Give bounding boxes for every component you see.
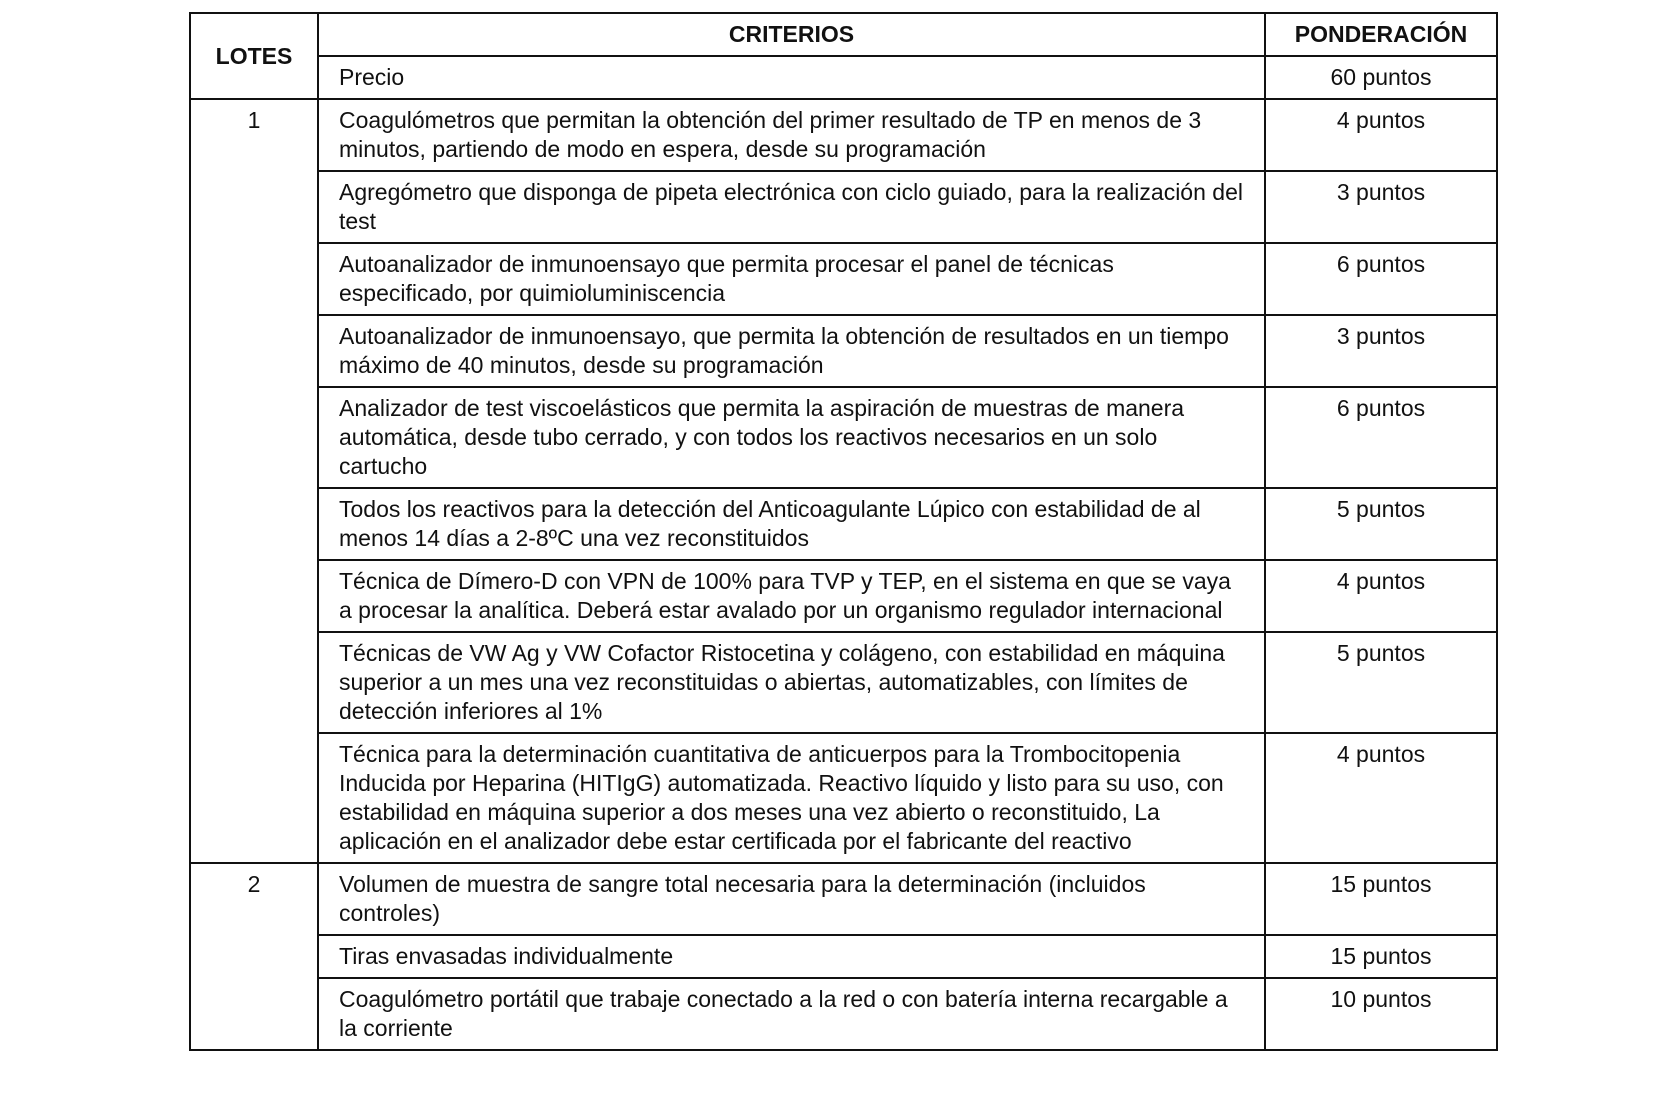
criterio-cell: Precio: [318, 56, 1265, 99]
ponderacion-cell: 15 puntos: [1265, 935, 1497, 978]
lote-cell-1: 1: [190, 99, 318, 863]
criteria-table: [189, 12, 1498, 1051]
table-row: [190, 632, 1497, 733]
ponderacion-cell: 6 puntos: [1265, 243, 1497, 315]
table-row-precio: [190, 56, 1497, 99]
ponderacion-cell: 4 puntos: [1265, 99, 1497, 171]
lote-cell-2: 2: [190, 863, 318, 1050]
criterio-cell: Tiras envasadas individualmente: [318, 935, 1265, 978]
criterio-cell: Autoanalizador de inmunoensayo, que permita la obtención de resultados en un tiempo máximo de 40 minutos, desde su programación: [318, 315, 1265, 387]
ponderacion-cell: 60 puntos: [1265, 56, 1497, 99]
criterio-cell: Coagulómetros que permitan la obtención del primer resultado de TP en menos de 3 minutos, partiendo de modo en espera, desde su programación: [318, 99, 1265, 171]
criterio-cell: Volumen de muestra de sangre total necesaria para la determinación (incluidos controles): [318, 863, 1265, 935]
table-row: [190, 315, 1497, 387]
ponderacion-cell: 3 puntos: [1265, 171, 1497, 243]
ponderacion-cell: 15 puntos: [1265, 863, 1497, 935]
table-row: [190, 171, 1497, 243]
criterios-header: CRITERIOS: [318, 13, 1265, 56]
table-row: [190, 863, 1497, 935]
ponderacion-cell: 10 puntos: [1265, 978, 1497, 1050]
criterio-cell: Técnica de Dímero-D con VPN de 100% para TVP y TEP, en el sistema en que se vaya a procesar la analítica. Deberá estar avalado por un organismo regulador internacional: [318, 560, 1265, 632]
ponderacion-cell: 4 puntos: [1265, 733, 1497, 863]
table-row: [190, 99, 1497, 171]
criteria-table-container: [189, 12, 1496, 1051]
criterio-cell: Autoanalizador de inmunoensayo que permita procesar el panel de técnicas especificado, por quimioluminiscencia: [318, 243, 1265, 315]
ponderacion-cell: 5 puntos: [1265, 488, 1497, 560]
table-row: [190, 243, 1497, 315]
criterio-cell: Coagulómetro portátil que trabaje conectado a la red o con batería interna recargable a la corriente: [318, 978, 1265, 1050]
lotes-header: LOTES: [190, 13, 318, 99]
ponderacion-cell: 3 puntos: [1265, 315, 1497, 387]
ponderacion-header: PONDERACIÓN: [1265, 13, 1497, 56]
criterio-cell: Analizador de test viscoelásticos que permita la aspiración de muestras de manera automática, desde tubo cerrado, y con todos los reactivos necesarios en un solo cartucho: [318, 387, 1265, 488]
table-row: [190, 488, 1497, 560]
ponderacion-cell: 6 puntos: [1265, 387, 1497, 488]
header-row: [190, 13, 1497, 56]
table-row: [190, 935, 1497, 978]
criterio-cell: Agregómetro que disponga de pipeta electrónica con ciclo guiado, para la realización del test: [318, 171, 1265, 243]
table-row: [190, 733, 1497, 863]
criterio-cell: Técnicas de VW Ag y VW Cofactor Ristocetina y colágeno, con estabilidad en máquina superior a un mes una vez reconstituidas o abiertas, automatizables, con límites de detección inferiores al 1%: [318, 632, 1265, 733]
criterio-cell: Todos los reactivos para la detección del Anticoagulante Lúpico con estabilidad de al menos 14 días a 2-8ºC una vez reconstituidos: [318, 488, 1265, 560]
table-row: [190, 978, 1497, 1050]
table-row: [190, 560, 1497, 632]
ponderacion-cell: 5 puntos: [1265, 632, 1497, 733]
criterio-cell: Técnica para la determinación cuantitativa de anticuerpos para la Trombocitopenia Inducida por Heparina (HITIgG) automatizada. Reactivo líquido y listo para su uso, con estabilidad en máquina superior a dos meses una vez abierto o reconstituido, La aplicación en el analizador debe estar certificada por el fabricante del reactivo: [318, 733, 1265, 863]
ponderacion-cell: 4 puntos: [1265, 560, 1497, 632]
table-row: [190, 387, 1497, 488]
